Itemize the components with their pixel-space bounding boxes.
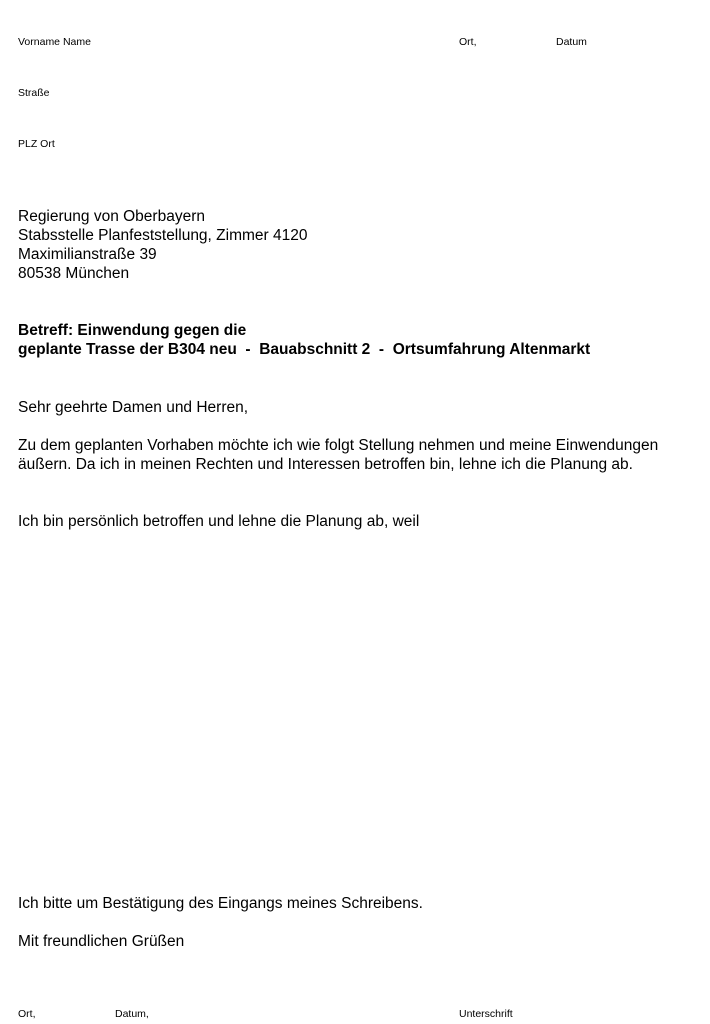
recipient-line-4: 80538 München — [18, 265, 130, 282]
sender-zip-city-label: PLZ Ort — [18, 138, 55, 150]
subject — [18, 321, 590, 359]
recipient-line-3: Maximilianstraße 39 — [18, 246, 157, 263]
sender-date-label: Datum — [556, 36, 587, 48]
paragraph-1: Zu dem geplanten Vorhaben möchte ich wie folgt Stellung nehmen und meine Einwendungen äußern. Da ich in meinen Rechten und Interessen betroffen bin, lehne ich die Planung ab. — [18, 437, 659, 473]
recipient-line-2: Stabsstelle Planfeststellung, Zimmer 4120 — [18, 227, 308, 244]
paragraph-2: Ich bin persönlich betroffen und lehne die Planung ab, weil — [18, 513, 420, 530]
closing: Mit freundlichen Grüßen — [18, 933, 185, 950]
recipient-address — [18, 207, 307, 283]
sender-name-label: Vorname Name — [18, 36, 91, 48]
confirmation-request: Ich bitte um Bestätigung des Eingangs meines Schreibens. — [18, 895, 423, 912]
footer-place-label: Ort, — [18, 1008, 36, 1020]
footer-date-label: Datum, — [115, 1008, 149, 1020]
sender-street-label: Straße — [18, 87, 50, 99]
salutation: Sehr geehrte Damen und Herren, — [18, 399, 249, 416]
subject-line-1: Betreff: Einwendung gegen die — [18, 322, 247, 339]
recipient-line-1: Regierung von Oberbayern — [18, 208, 205, 225]
subject-line-2: geplante Trasse der B304 neu - Bauabschnitt 2 - Ortsumfahrung Altenmarkt — [18, 341, 591, 358]
footer-signature-label: Unterschrift — [459, 1008, 513, 1020]
sender-place-label: Ort, — [459, 36, 477, 48]
